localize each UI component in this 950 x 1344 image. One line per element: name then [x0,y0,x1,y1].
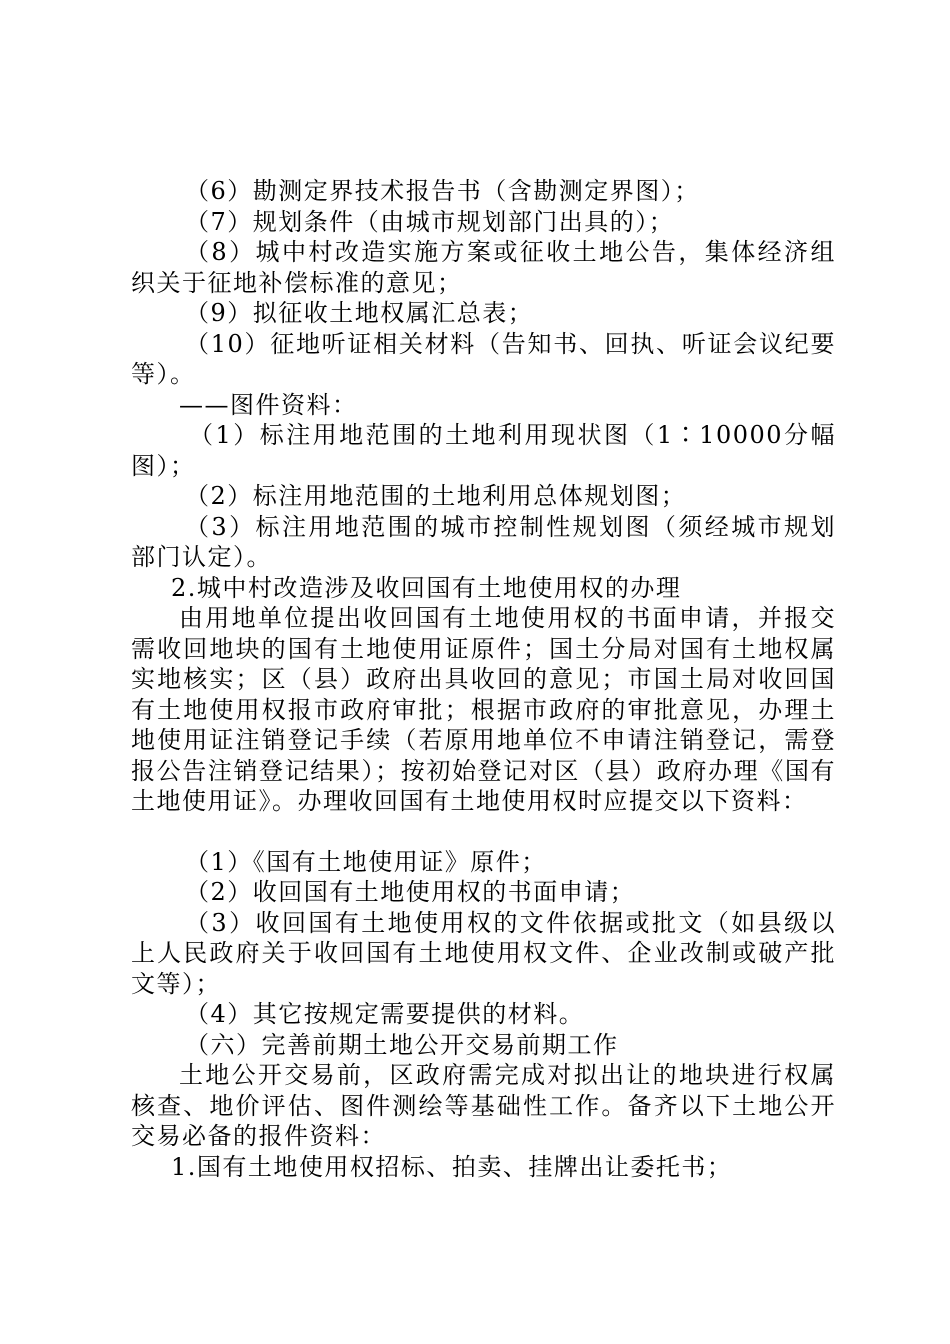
list-item-hearing-materials: （10）征地听证相关材料（告知书、回执、听证会议纪要等）。 [131,329,836,388]
list-item-entrustment-letter: 1.国有土地使用权招标、拍卖、挂牌出让委托书； [171,1152,733,1181]
list-item-other-materials: （4）其它按规定需要提供的材料。 [185,1000,585,1028]
body-paragraph-reclaim-procedure: 由用地单位提出收回国有土地使用权的书面申请，并报交需收回地块的国有土地使用证原件；国土分局对国有土地权属实地核实；区（县）政府出具收回的意见；市国土局对收回国有土地使用权报市政府审批；根据市政府的审批意见，办理土地使用证注销登记手续（若原用地单位不申请注销登记，需登报公告注销登记结果）；按初始登记对区（县）政府办理《国有土地使用证》。办理收回国有土地使用权时应提交以下资料： [131,604,836,815]
section-heading-public-transaction: （六）完善前期土地公开交易前期工作 [185,1030,619,1059]
body-paragraph-public-transaction: 土地公开交易前，区政府需完成对拟出让的地块进行权属核查、地价评估、图件测绘等基础性工作。备齐以下土地公开交易必备的报件资料： [131,1061,836,1150]
list-item-certificate-original: （1）《国有土地使用证》原件； [185,847,547,876]
list-item-reclaim-documents: （3）收回国有土地使用权的文件依据或批文（如县级以上人民政府关于收回国有土地使用权文件、企业改制或破产批文等）； [131,908,836,998]
list-item-control-plan-map: （3）标注用地范围的城市控制性规划图（须经城市规划部门认定）。 [131,512,836,571]
section-heading-reclaim: 2.城中村改造涉及收回国有土地使用权的办理 [171,573,682,602]
list-item-survey-report: （6）勘测定界技术报告书（含勘测定界图）； [185,177,700,205]
list-item-current-use-map: （1）标注用地范围的土地利用现状图（1∶10000分幅图）； [131,421,836,480]
list-item-written-application: （2）收回国有土地使用权的书面申请； [185,878,636,906]
paragraph-gap [131,817,836,847]
list-item-overall-plan-map: （2）标注用地范围的土地利用总体规划图； [185,482,687,510]
list-item-renovation-plan: （8）城中村改造实施方案或征收土地公告，集体经济组织关于征地补偿标准的意见； [131,238,836,297]
list-item-planning-conditions: （7）规划条件（由城市规划部门出具的）； [185,207,675,236]
section-heading-drawings: ——图件资料： [179,390,358,419]
document-body [131,176,836,1182]
list-item-land-rights-summary: （9）拟征收土地权属汇总表； [185,299,534,327]
